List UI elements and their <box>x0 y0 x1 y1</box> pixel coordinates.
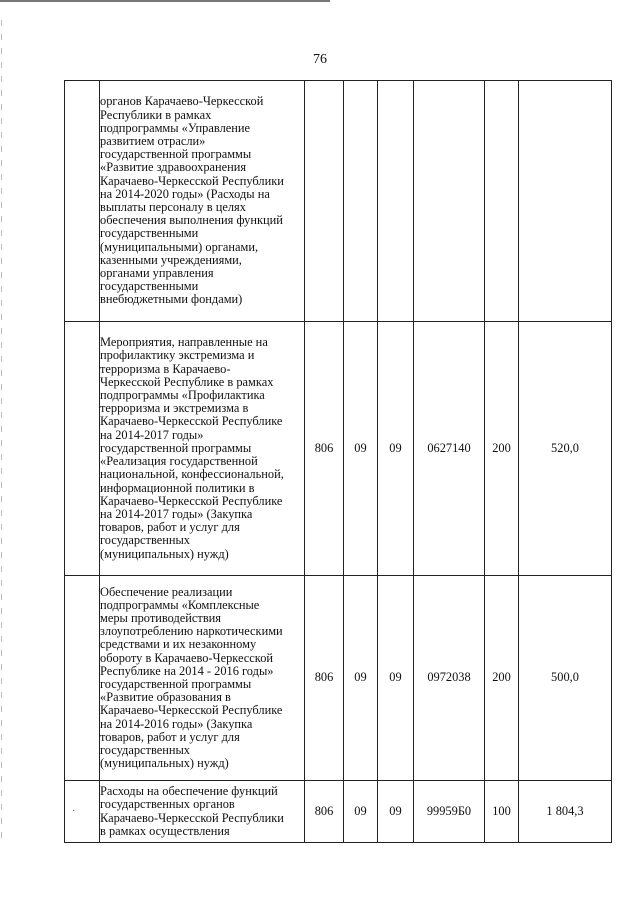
expense-name-line: государственной программы <box>100 440 252 455</box>
expense-name-line: информационной политики в <box>100 480 255 495</box>
grbs-code-cell <box>305 81 344 322</box>
target-item-code-cell <box>414 81 485 322</box>
row-number-cell <box>65 322 100 576</box>
subsection-code-cell <box>378 81 414 322</box>
budget-table <box>64 80 612 843</box>
budget-table-body <box>65 81 612 843</box>
expense-type-code-cell: 100 <box>485 781 519 843</box>
amount-cell <box>519 81 612 322</box>
amount-cell: 1 804,3 <box>519 781 612 843</box>
expense-name-line: выплаты персоналу в целях <box>100 200 246 214</box>
expense-name-line: Республике на 2014 - 2016 годы» <box>100 663 274 678</box>
expense-name-line: подпрограммы «Профилактика <box>100 388 265 403</box>
expense-name-cell <box>100 81 305 322</box>
expense-name-line: злоупотреблению наркотическими <box>100 624 283 639</box>
expense-name-line: Расходы на обеспечение функций <box>100 784 278 799</box>
expense-name-line: Карачаево-Черкесской Республике <box>100 414 283 429</box>
target-item-code-cell: 99959Б0 <box>414 781 485 843</box>
expense-name-line: средствами и их незаконному <box>100 637 257 652</box>
expense-name-cell <box>100 322 305 576</box>
expense-name-line: Республики в рамках <box>100 107 212 122</box>
target-item-code-cell: 0627140 <box>414 322 485 576</box>
table-row <box>65 81 612 322</box>
table-row <box>65 576 612 781</box>
expense-name-line: государственными <box>100 279 199 294</box>
expense-name-line: государственными <box>100 226 199 241</box>
expense-name-cell <box>100 576 305 781</box>
expense-name-line: внебюджетными фондами) <box>100 292 243 307</box>
expense-name-line: обороту в Карачаево-Черкесской <box>100 650 274 665</box>
expense-name-line: органами управления <box>100 266 214 281</box>
section-code-cell: 09 <box>344 576 378 781</box>
expense-type-code-cell: 200 <box>485 576 519 781</box>
expense-name-line: государственной программы <box>100 147 252 162</box>
scan-dot-mark: · <box>72 806 76 817</box>
expense-name-line: товаров, работ и услуг для <box>100 520 240 535</box>
row-number-cell <box>65 781 100 843</box>
table-row <box>65 322 612 576</box>
expense-name-line: обеспечения выполнения функций <box>100 213 283 228</box>
expense-name-line: Карачаево-Черкесской Республике <box>100 703 283 718</box>
expense-name-cell <box>100 781 305 843</box>
expense-name-line: подпрограммы «Управление <box>100 120 251 135</box>
expense-name-line: на 2014-2017 годы» (Закупка <box>100 506 253 521</box>
expense-name-line: Мероприятия, направленные на <box>100 335 268 350</box>
table-row <box>65 781 612 843</box>
expense-name-line: Карачаево-Черкесской Республики <box>100 173 284 188</box>
expense-name-line: развитием отрасли» <box>100 133 206 148</box>
expense-name-line: на 2014-2016 годы» (Закупка <box>100 716 253 731</box>
grbs-code-cell: 806 <box>305 781 344 843</box>
section-code-cell: 09 <box>344 322 378 576</box>
grbs-code-cell: 806 <box>305 576 344 781</box>
expense-name-line: Карачаево-Черкесской Республике <box>100 493 283 508</box>
section-code-cell: 09 <box>344 781 378 843</box>
scan-top-rule <box>0 0 330 2</box>
subsection-code-cell: 09 <box>378 322 414 576</box>
scan-left-edge <box>1 20 2 840</box>
expense-name-line: (муниципальных) нужд) <box>100 546 229 561</box>
expense-name-line: в рамках осуществления <box>100 823 230 838</box>
expense-name-line: «Реализация государственной <box>100 454 258 469</box>
expense-name-line: государственных органов <box>100 797 235 812</box>
grbs-code-cell: 806 <box>305 322 344 576</box>
page-number: 76 <box>313 52 327 67</box>
subsection-code-cell: 09 <box>378 781 414 843</box>
expense-name-line: казенными учреждениями, <box>100 252 242 267</box>
expense-name-line: на 2014-2017 годы» <box>100 427 204 442</box>
expense-name-line: национальной, конфессиональной, <box>100 467 284 482</box>
expense-name-line: на 2014-2020 годы» (Расходы на <box>100 186 270 201</box>
expense-name-line: государственной программы <box>100 677 252 691</box>
row-number-cell <box>65 81 100 322</box>
expense-name-line: органов Карачаево-Черкесской <box>100 94 264 109</box>
expense-name-line: терроризма и экстремизма в <box>100 401 249 416</box>
expense-name-line: (муниципальных) нужд) <box>100 756 229 771</box>
expense-name-line: Карачаево-Черкесской Республики <box>100 810 284 825</box>
expense-name-line: Черкесской Республике в рамках <box>100 374 274 389</box>
expense-name-line: (муниципальными) органами, <box>100 239 259 254</box>
expense-name-line: меры противодействия <box>100 610 221 625</box>
expense-name-line: «Развитие образования в <box>100 690 231 705</box>
amount-cell: 520,0 <box>519 322 612 576</box>
expense-name-line: товаров, работ и услуг для <box>100 729 240 744</box>
expense-name-line: государственных <box>100 533 191 548</box>
expense-type-code-cell: 200 <box>485 322 519 576</box>
expense-type-code-cell <box>485 81 519 322</box>
expense-name-line: государственных <box>100 743 191 758</box>
subsection-code-cell: 09 <box>378 576 414 781</box>
target-item-code-cell: 0972038 <box>414 576 485 781</box>
expense-name-line: Обеспечение реализации <box>100 584 233 599</box>
expense-name-line: подпрограммы «Комплексные <box>100 597 260 612</box>
expense-name-line: «Развитие здравоохранения <box>100 160 247 175</box>
section-code-cell <box>344 81 378 322</box>
row-number-cell <box>65 576 100 781</box>
expense-name-line: профилактику экстремизма и <box>100 348 255 363</box>
amount-cell: 500,0 <box>519 576 612 781</box>
expense-name-line: терроризма в Карачаево- <box>100 361 231 376</box>
